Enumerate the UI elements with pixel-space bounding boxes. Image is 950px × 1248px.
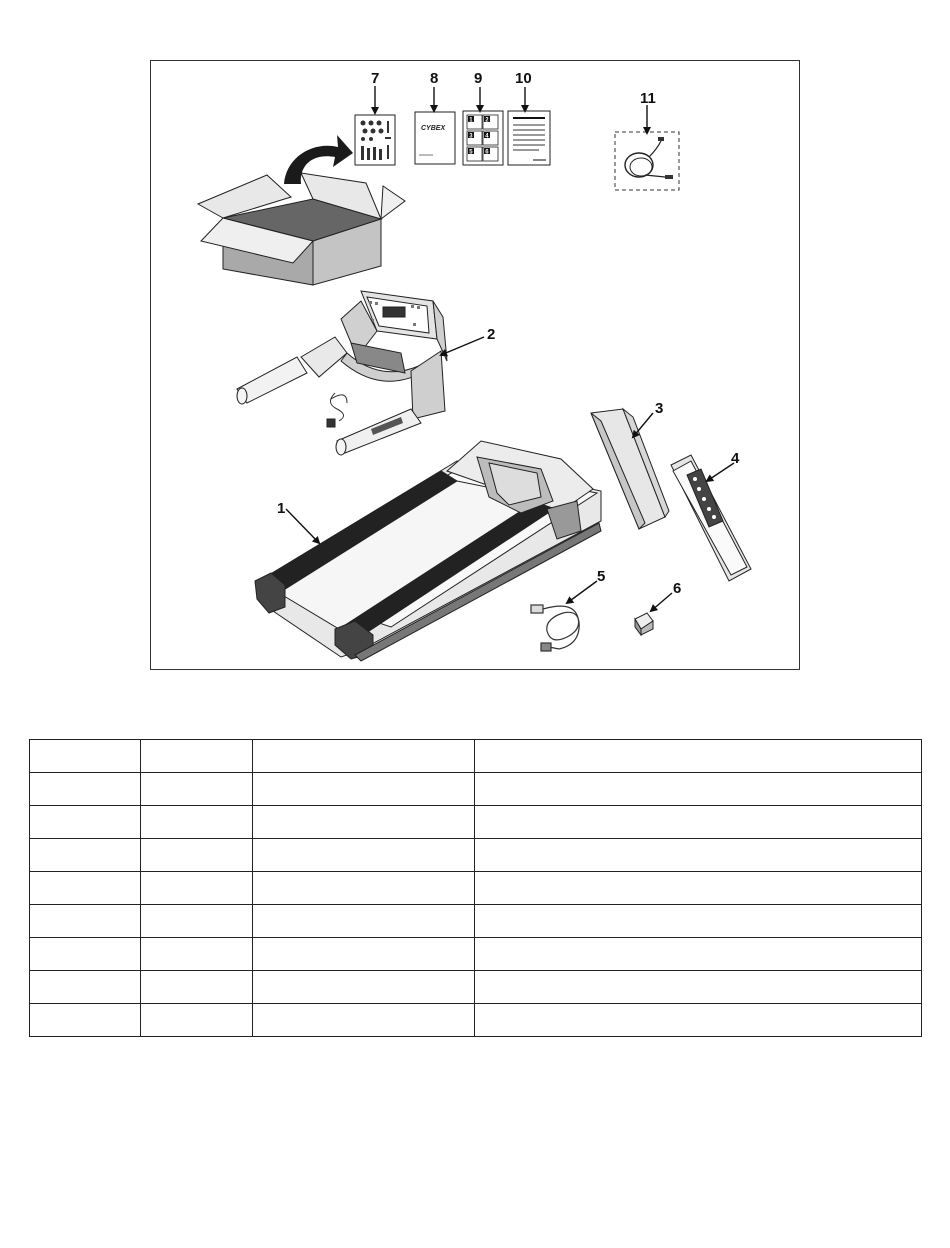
table-cell	[475, 773, 922, 806]
table-cell	[475, 806, 922, 839]
table-cell	[475, 872, 922, 905]
upright-panel	[671, 455, 751, 581]
table-cell	[475, 938, 922, 971]
hardware-kit-card	[355, 115, 395, 165]
table-row	[30, 905, 922, 938]
table-header-row	[30, 740, 922, 773]
table-cell	[253, 773, 475, 806]
callout-number: 3	[655, 400, 664, 417]
table-row	[30, 839, 922, 872]
treadmill-base	[255, 441, 601, 661]
booklet-cell-number: 5	[469, 149, 473, 156]
table-cell	[141, 1004, 253, 1037]
table-cell	[475, 905, 922, 938]
table-cell	[30, 773, 141, 806]
booklet-cell-number: 2	[485, 117, 489, 124]
table-cell	[253, 740, 475, 773]
upright-cover	[591, 409, 669, 529]
table-cell	[475, 971, 922, 1004]
table-cell	[141, 806, 253, 839]
table-cell	[475, 1004, 922, 1037]
table-cell	[253, 806, 475, 839]
table-row	[30, 971, 922, 1004]
table-cell	[253, 872, 475, 905]
manual-brand-text: CYBEX	[421, 125, 446, 132]
shipping-box	[198, 173, 405, 285]
table-row	[30, 773, 922, 806]
data-cable	[615, 132, 679, 190]
booklet-cell-number: 4	[485, 133, 489, 140]
table-cell	[30, 971, 141, 1004]
callout-number: 10	[515, 70, 532, 87]
callout-number: 8	[430, 70, 439, 87]
table-cell	[141, 872, 253, 905]
table-cell	[253, 905, 475, 938]
booklet-cell-number: 1	[469, 117, 473, 124]
booklet-cell-number: 3	[469, 133, 473, 140]
table-cell	[141, 740, 253, 773]
table-cell	[253, 971, 475, 1004]
power-cord	[531, 605, 579, 651]
safety-key	[635, 613, 653, 635]
table-cell	[30, 938, 141, 971]
table-cell	[475, 740, 922, 773]
table-cell	[30, 1004, 141, 1037]
warranty-sheet	[508, 111, 550, 165]
parts-illustration-frame	[150, 60, 800, 670]
booklet-cell-number: 6	[485, 149, 489, 156]
table-cell	[141, 971, 253, 1004]
table-cell	[141, 773, 253, 806]
callout-number: 11	[640, 90, 656, 107]
table-cell	[253, 1004, 475, 1037]
parts-list-table	[29, 739, 922, 1037]
table-cell	[30, 740, 141, 773]
table-cell	[30, 872, 141, 905]
table-cell	[253, 938, 475, 971]
callout-number: 1	[277, 500, 286, 517]
callout-number: 6	[673, 580, 682, 597]
callout-number: 5	[597, 568, 606, 585]
table-cell	[30, 905, 141, 938]
callout-number: 7	[371, 70, 380, 87]
callout-number: 4	[731, 450, 740, 467]
table-row	[30, 806, 922, 839]
table-cell	[253, 839, 475, 872]
callout-number: 2	[487, 326, 496, 343]
owners-manual	[415, 112, 455, 164]
table-cell	[30, 839, 141, 872]
table-row	[30, 872, 922, 905]
callout-number: 9	[474, 70, 483, 87]
table-cell	[141, 905, 253, 938]
table-cell	[141, 938, 253, 971]
table-cell	[30, 806, 141, 839]
parts-illustration	[151, 61, 801, 671]
table-cell	[475, 839, 922, 872]
table-row	[30, 1004, 922, 1037]
table-cell	[141, 839, 253, 872]
assembly-guide	[463, 111, 503, 165]
console-assembly	[237, 291, 447, 455]
table-row	[30, 938, 922, 971]
